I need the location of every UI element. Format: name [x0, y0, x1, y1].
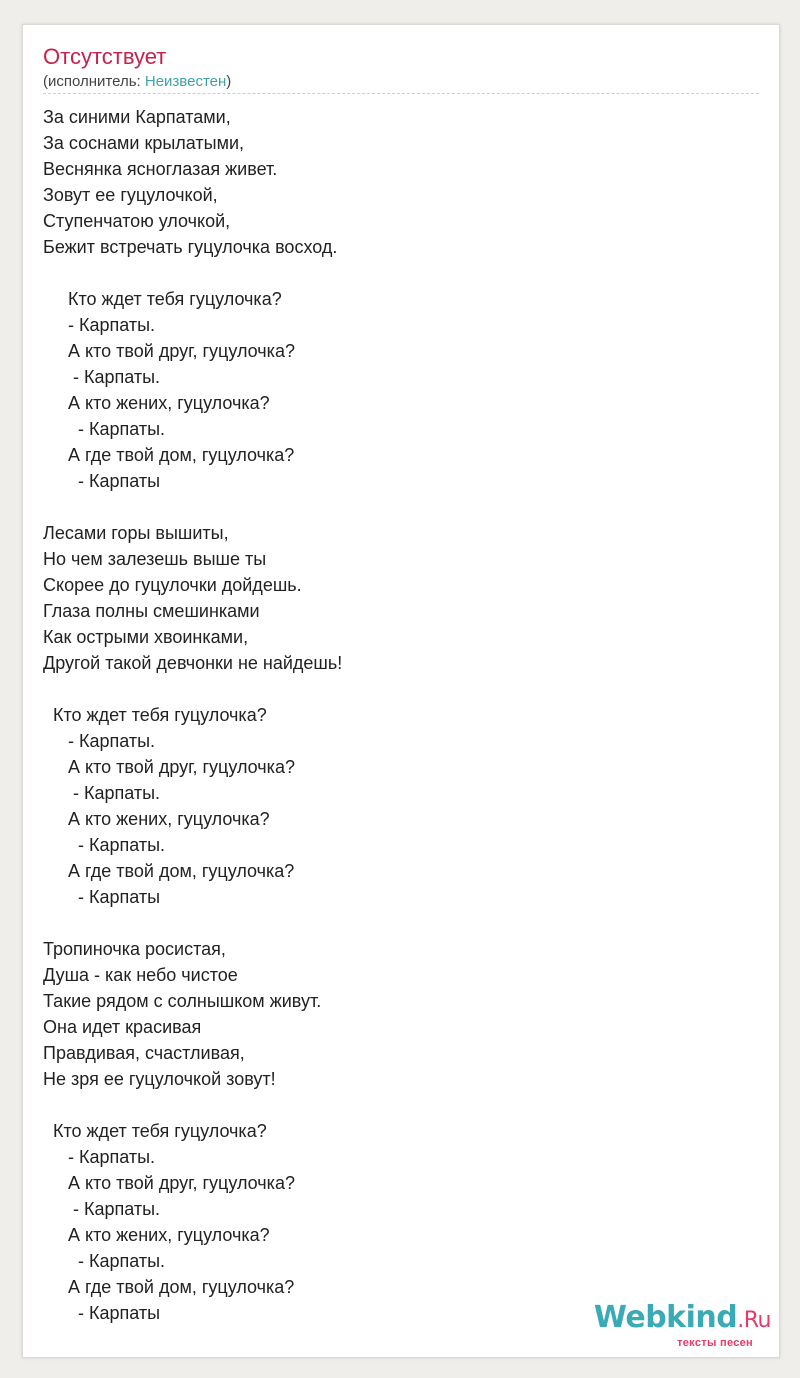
lyric-line: Бежит встречать гуцулочка восход.	[43, 237, 338, 257]
lyric-blank-line	[43, 260, 759, 286]
lyric-line: - Карпаты.	[43, 731, 156, 751]
lyric-line: А кто жених, гуцулочка?	[43, 393, 270, 413]
lyric-line: Душа - как небо чистое	[43, 965, 238, 985]
lyric-line: Веснянка ясноглазая живет.	[43, 159, 278, 179]
lyric-line: А кто твой друг, гуцулочка?	[43, 1173, 295, 1193]
lyric-blank-line	[43, 676, 759, 702]
lyric-line: А где твой дом, гуцулочка?	[43, 1277, 295, 1297]
lyric-line: Кто ждет тебя гуцулочка?	[43, 1121, 267, 1141]
logo-brand: Webkind	[593, 1300, 738, 1335]
lyric-line: - Карпаты.	[43, 1199, 161, 1219]
lyric-blank-line	[43, 494, 759, 520]
song-title: Отсутствует	[43, 44, 167, 69]
lyric-line: Как острыми хвоинками,	[43, 627, 249, 647]
site-logo[interactable]	[594, 1302, 771, 1349]
performer-suffix: )	[226, 73, 232, 90]
lyric-line: - Карпаты.	[43, 1251, 166, 1271]
lyric-line: Такие рядом с солнышком живут.	[43, 991, 322, 1011]
performer-link[interactable]: Неизвестен	[144, 73, 227, 90]
lyric-line: А кто твой друг, гуцулочка?	[43, 341, 295, 361]
logo-tld: .Ru	[737, 1308, 771, 1333]
logo-wordmark	[594, 1302, 771, 1337]
lyric-line: - Карпаты.	[43, 419, 166, 439]
lyric-line: Кто ждет тебя гуцулочка?	[43, 289, 282, 309]
lyrics-card	[22, 24, 780, 1358]
lyric-line: - Карпаты.	[43, 783, 161, 803]
lyric-line: А кто жених, гуцулочка?	[43, 809, 270, 829]
lyric-line: Но чем залезешь выше ты	[43, 549, 267, 569]
lyric-line: А где твой дом, гуцулочка?	[43, 861, 295, 881]
lyric-blank-line	[43, 910, 759, 936]
lyric-line: - Карпаты	[43, 1303, 161, 1323]
lyric-line: Кто ждет тебя гуцулочка?	[43, 705, 267, 725]
lyric-line: - Карпаты	[43, 471, 161, 491]
lyric-line: А кто твой друг, гуцулочка?	[43, 757, 295, 777]
lyric-line: За синими Карпатами,	[43, 107, 231, 127]
performer-prefix: (исполнитель:	[43, 73, 145, 90]
lyric-line: А кто жених, гуцулочка?	[43, 1225, 270, 1245]
lyric-line: Скорее до гуцулочки дойдешь.	[43, 575, 302, 595]
lyric-line: Лесами горы вышиты,	[43, 523, 229, 543]
lyric-line: Глаза полны смешинками	[43, 601, 260, 621]
lyric-line: - Карпаты.	[43, 1147, 156, 1167]
lyric-line: Другой такой девчонки не найдешь!	[43, 653, 343, 673]
header-divider	[43, 93, 759, 94]
lyric-line: Она идет красивая	[43, 1017, 202, 1037]
lyric-line: А где твой дом, гуцулочка?	[43, 445, 295, 465]
lyric-line: Не зря ее гуцулочкой зовут!	[43, 1069, 276, 1089]
lyric-line: Ступенчатою улочкой,	[43, 211, 231, 231]
logo-tagline: тексты песен	[677, 1337, 753, 1349]
lyrics-body	[43, 104, 759, 1326]
lyric-line: Тропиночка росистая,	[43, 939, 226, 959]
lyric-line: - Карпаты	[43, 887, 161, 907]
performer-line	[43, 73, 231, 91]
lyric-line: За соснами крылатыми,	[43, 133, 245, 153]
lyric-blank-line	[43, 1092, 759, 1118]
lyric-line: - Карпаты.	[43, 835, 166, 855]
lyric-line: Правдивая, счастливая,	[43, 1043, 245, 1063]
lyric-line: Зовут ее гуцулочкой,	[43, 185, 218, 205]
lyric-line: - Карпаты.	[43, 315, 156, 335]
lyric-line: - Карпаты.	[43, 367, 161, 387]
